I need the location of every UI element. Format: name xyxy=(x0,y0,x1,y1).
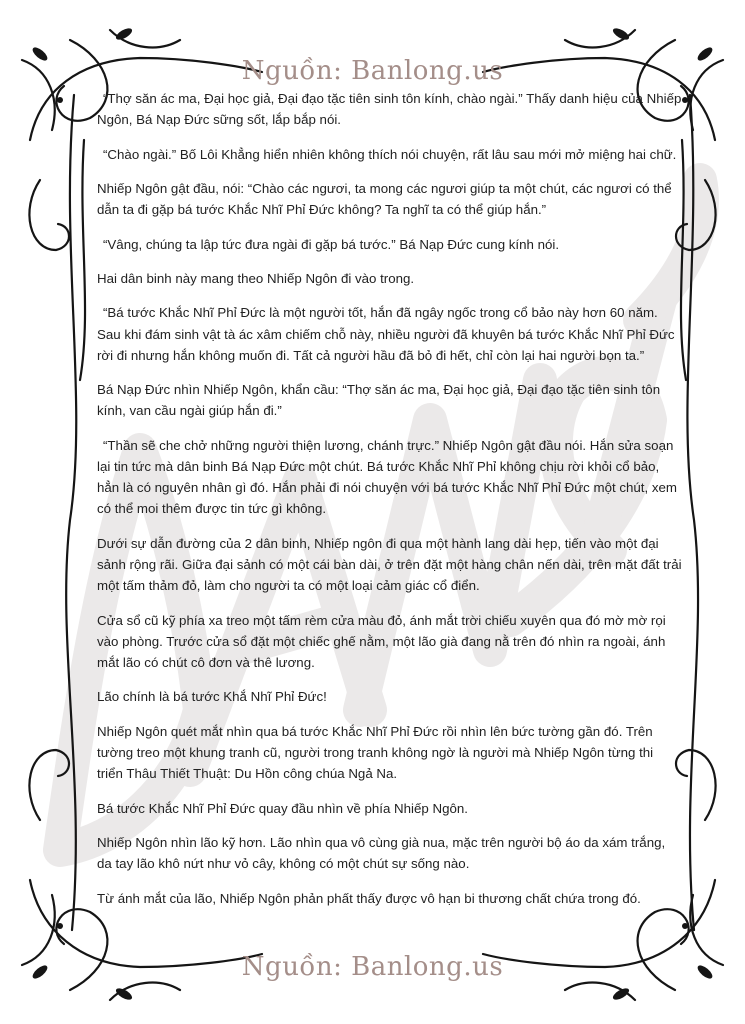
paragraph: Hai dân binh này mang theo Nhiếp Ngôn đi vào trong. xyxy=(97,270,415,286)
paragraph: Nhiếp Ngôn gật đầu, nói: “Chào các ngươi, ta mong các ngươi giúp ta một chút, các ngươi có thể dẫn ta đi gặp bá tước Khắc Nhĩ Phỉ Đức không? Ta nghĩ ta có thể giúp hắn.” xyxy=(97,180,672,218)
paragraph: Cửa sổ cũ kỹ phía xa treo một tấm rèm cửa màu đỏ, ánh mắt trời chiếu xuyên qua đó mờ mờ rọi vào phòng. Trước cửa sổ đặt một chiếc ghế nằm, một lão già đang nằ trên đó nhìn ra ngoài, ánh mắt lão có chút cô đơn và thê lương. xyxy=(97,612,666,670)
paragraph: Từ ánh mắt của lão, Nhiếp Ngôn phản phất thấy được vô hạn bi thương chất chứa trong đó. xyxy=(97,890,641,906)
paragraph: Bá Nạp Đức nhìn Nhiếp Ngôn, khẩn cầu: “Thợ săn ác ma, Đại học giả, Đại đạo tặc tiên sinh tôn kính, van cầu ngài giúp hắn đi.” xyxy=(97,382,661,419)
story-text xyxy=(97,88,682,922)
paragraph: “Vâng, chúng ta lập tức đưa ngài đi gặp bá tước.” Bá Nạp Đức cung kính nói. xyxy=(103,236,560,252)
source-header: Nguồn: Banlong.us xyxy=(241,56,504,86)
paragraph: Nhiếp Ngôn nhìn lão kỹ hơn. Lão nhìn qua vô cùng già nua, mặc trên người bộ áo da xám trắng, da tay lão khô nứt như vỏ cây, không có một chút sự sống nào. xyxy=(97,834,666,872)
paragraph: “Chào ngài.” Bố Lôi Khẳng hiển nhiên không thích nói chuyện, rất lâu sau mới mở miệng hai chữ. xyxy=(103,146,677,162)
paragraph: “Thần sẽ che chở những người thiện lương, chánh trực.” Nhiếp Ngôn gật đầu nói. Hắn sửa soạn lại tin tức mà dân binh Bá Nạp Đức một chút. Bá tước Khắc Nhĩ Phỉ không chịu rời khỏi cổ bảo, hẳn là có nguyên nhân gì đó. Hắn phải đi nói chuyện với bá tước Khắc Nhĩ Phỉ Đức một chút, xem có thể moi thêm được tin tức gì không. xyxy=(97,437,677,517)
paragraph: Dưới sự dẫn đường của 2 dân binh, Nhiếp ngôn đi qua một hành lang dài hẹp, tiến vào một đại sảnh rộng rãi. Giữa đại sảnh có một cái bàn dài, ở trên đặt một hàng chân nến dài, trên mặt đất trải một tấm thảm đỏ, làm cho người ta có một loại cảm giác cổ điển. xyxy=(97,535,682,594)
paragraph: Lão chính là bá tước Khắ Nhĩ Phỉ Đức! xyxy=(97,689,327,705)
paragraph: “Thợ săn ác ma, Đại học giả, Đại đạo tặc tiên sinh tôn kính, chào ngài.” Thấy danh hiệu của Nhiếp Ngôn, Bá Nạp Đức sững sốt, lắp bắp nói. xyxy=(97,91,682,128)
paragraph: “Bá tước Khắc Nhĩ Phỉ Đức là một người tốt, hắn đã ngây ngốc trong cổ bảo này hơn 60 năm. Sau khi đám sinh vật tà ác xâm chiếm chỗ này, nhiều người đã khuyên bá tước Khắc Nhĩ Phỉ Đức rời đi nhưng hắn không muốn đi. Tất cả người hầu đã bỏ đi hết, chỉ còn lại hai người bọn ta.” xyxy=(97,305,675,363)
paragraph: Nhiếp Ngôn quét mắt nhìn qua bá tước Khắc Nhĩ Phỉ Đức rồi nhìn lên bức tường gần đó. Trên tường treo một khung tranh cũ, người trong tranh không ngờ là người mà Nhiếp Ngôn từng thi triển Thâu Thiết Thuật: Du Hồn công chúa Ngả Na. xyxy=(97,723,654,782)
source-footer: Nguồn: Banlong.us xyxy=(241,952,504,982)
paragraph: Bá tước Khắc Nhĩ Phỉ Đức quay đầu nhìn về phía Nhiếp Ngôn. xyxy=(97,800,468,816)
